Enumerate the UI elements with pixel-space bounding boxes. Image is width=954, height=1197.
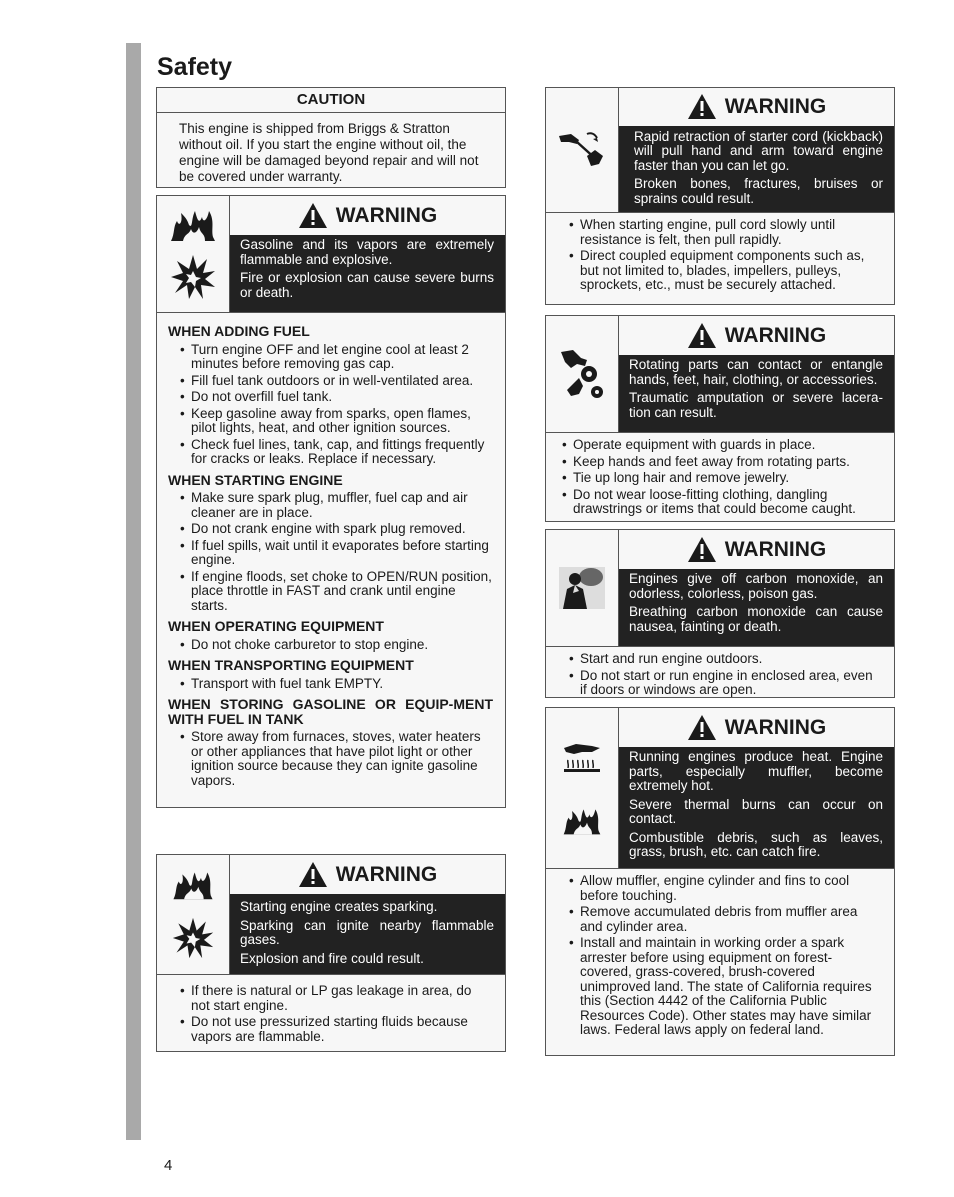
rotating-warning-icons bbox=[546, 316, 619, 432]
storing-gasoline-list bbox=[168, 730, 493, 788]
spark-hazard-line: Explosion and fire could result. bbox=[240, 950, 424, 966]
kickback-warning-box bbox=[545, 87, 895, 305]
list-item: • Do not crank engine with spark plug removed. bbox=[191, 522, 493, 537]
list-item: • Direct coupled equipment components such as, but not limited to, blades, impellers, pulleys, sprockets, etc., must be securely attached. bbox=[580, 249, 882, 293]
spark-hazard-panel bbox=[230, 894, 505, 974]
fuel-warning-title: WARNING bbox=[335, 203, 438, 227]
kickback-icon bbox=[557, 130, 607, 170]
rotating-hazard-line: Rotating parts can contact or entangle hands, feet, hair, clothing, or accessories. bbox=[629, 357, 883, 387]
list-item: • Operate equipment with guards in place. bbox=[573, 438, 882, 453]
spark-hazard-line: Starting engine creates sparking. bbox=[240, 899, 438, 914]
heat-warning-box bbox=[545, 707, 895, 1056]
transporting-equipment-list bbox=[168, 677, 493, 692]
fuel-hazard-line: Fire or explosion can cause severe burns or death. bbox=[240, 270, 494, 300]
heat-warning-header bbox=[619, 708, 894, 747]
kickback-hazard-line: Broken bones, fractures, bruises or sprains could result. bbox=[634, 176, 883, 206]
fire-icon bbox=[171, 869, 215, 901]
list-item: • Keep hands and feet away from rotating parts. bbox=[573, 455, 882, 470]
list-item: • Allow muffler, engine cylinder and fins to cool before touching. bbox=[580, 874, 882, 903]
section-heading-transporting-equipment: WHEN TRANSPORTING EQUIPMENT bbox=[168, 657, 414, 673]
co-warning-icons bbox=[546, 530, 619, 646]
kickback-warning-title: WARNING bbox=[724, 94, 827, 118]
kickback-warning-header bbox=[619, 88, 894, 126]
heat-warning-icons bbox=[546, 708, 619, 868]
spark-warning-box bbox=[156, 854, 506, 1052]
hot-surface-icon bbox=[562, 740, 602, 774]
list-item: • Keep gasoline away from sparks, open flames, pilot lights, heat, and other ignition sources. bbox=[191, 407, 493, 436]
rotating-hazard-panel bbox=[619, 355, 894, 432]
list-item: • Do not use pressurized starting fluids because vapors are flammable. bbox=[191, 1015, 493, 1044]
list-item: • Do not overfill fuel tank. bbox=[191, 390, 493, 405]
list-item: • Turn engine OFF and let engine cool at least 2 minutes before removing gas cap. bbox=[191, 343, 493, 372]
fuel-hazard-panel bbox=[230, 235, 505, 312]
co-hazard-line: Breathing carbon monoxide can cause nausea, fainting or death. bbox=[629, 604, 883, 634]
section-heading-starting-engine: WHEN STARTING ENGINE bbox=[168, 471, 343, 488]
section-heading-operating-equipment: WHEN OPERATING EQUIPMENT bbox=[168, 618, 384, 634]
heat-hazard-line: Running engines produce heat. Engine parts, especially muffler, become extremely hot. bbox=[629, 749, 883, 793]
rotating-warning-title: WARNING bbox=[724, 323, 827, 347]
operating-equipment-list bbox=[168, 638, 493, 653]
caution-header: CAUTION bbox=[157, 88, 505, 113]
kickback-list bbox=[557, 218, 882, 293]
carbon-monoxide-icon bbox=[557, 565, 607, 611]
sidebar-bar bbox=[126, 43, 141, 1140]
warning-triangle-icon bbox=[687, 93, 717, 120]
rotating-list bbox=[557, 438, 882, 517]
list-item: • Store away from furnaces, stoves, water heaters or other appliances that have pilot light or other ignition source because they can ignite gasoline vapors. bbox=[191, 730, 493, 788]
fuel-warning-icons bbox=[157, 196, 230, 312]
warning-triangle-icon bbox=[687, 536, 717, 563]
heat-list bbox=[557, 874, 882, 1038]
warning-triangle-icon bbox=[298, 202, 328, 229]
warning-triangle-icon bbox=[298, 861, 328, 888]
list-item: • When starting engine, pull cord slowly until resistance is felt, then pull rapidly. bbox=[580, 218, 882, 247]
kickback-hazard-panel bbox=[619, 126, 894, 213]
warning-triangle-icon bbox=[687, 322, 717, 349]
explosion-icon bbox=[171, 916, 215, 960]
fuel-warning-box bbox=[156, 195, 506, 808]
page-title: Safety bbox=[157, 53, 233, 81]
fire-icon bbox=[562, 806, 602, 836]
list-item: • If engine floods, set choke to OPEN/RUN position, place throttle in FAST and crank until engine starts. bbox=[191, 570, 493, 614]
starting-engine-list bbox=[168, 491, 493, 613]
kickback-warning-icons bbox=[546, 88, 619, 212]
list-item: • If fuel spills, wait until it evaporates before starting engine. bbox=[191, 539, 493, 568]
list-item: • Do not choke carburetor to stop engine. bbox=[191, 638, 493, 653]
fire-icon bbox=[169, 207, 217, 243]
list-item: • Do not wear loose-fitting clothing, dangling drawstrings or items that could become caught. bbox=[573, 488, 882, 517]
page-number: 4 bbox=[164, 1157, 173, 1174]
rotating-hazard-line: Traumatic amputation or severe lacera-tion can result. bbox=[629, 390, 883, 420]
caution-text: This engine is shipped from Briggs & Stratton without oil. If you start the engine without oil, the engine will be damaged beyond repair and will not be covered under warranty. bbox=[179, 121, 479, 184]
list-item: • Tie up long hair and remove jewelry. bbox=[573, 471, 882, 486]
fuel-hazard-line: Gasoline and its vapors are extremely flammable and explosive. bbox=[240, 237, 494, 267]
list-item: • Do not start or run engine in enclosed area, even if doors or windows are open. bbox=[580, 669, 882, 698]
heat-hazard-panel bbox=[619, 747, 894, 868]
list-item: • Make sure spark plug, muffler, fuel cap and air cleaner are in place. bbox=[191, 491, 493, 520]
list-item: • Start and run engine outdoors. bbox=[580, 652, 882, 667]
heat-hazard-line: Severe thermal burns can occur on contact. bbox=[629, 796, 883, 826]
list-item: • If there is natural or LP gas leakage in area, do not start engine. bbox=[191, 984, 493, 1013]
caution-box bbox=[156, 87, 506, 188]
spark-list bbox=[168, 984, 493, 1044]
spark-hazard-line: Sparking can ignite nearby flammable gases. bbox=[240, 917, 494, 947]
entanglement-icon bbox=[557, 348, 607, 400]
co-hazard-line: Engines give off carbon monoxide, an odorless, colorless, poison gas. bbox=[629, 571, 883, 601]
co-warning-header bbox=[619, 530, 894, 569]
list-item: • Fill fuel tank outdoors or in well-ventilated area. bbox=[191, 374, 493, 389]
fuel-warning-header bbox=[230, 196, 505, 235]
list-item: • Transport with fuel tank EMPTY. bbox=[191, 677, 493, 692]
rotating-warning-header bbox=[619, 316, 894, 355]
warning-triangle-icon bbox=[687, 714, 717, 741]
section-heading-adding-fuel: WHEN ADDING FUEL bbox=[168, 323, 310, 339]
kickback-hazard-line: Rapid retraction of starter cord (kickback) will pull hand and arm toward engine faster than you can let go. bbox=[634, 128, 883, 173]
co-warning-title: WARNING bbox=[724, 537, 827, 561]
adding-fuel-list bbox=[168, 343, 493, 467]
section-heading-storing-gasoline: WHEN STORING GASOLINE OR EQUIP-MENT WITH FUEL IN TANK bbox=[168, 696, 493, 727]
co-hazard-panel bbox=[619, 569, 894, 646]
spark-warning-icons bbox=[157, 855, 230, 974]
heat-hazard-line: Combustible debris, such as leaves, grass, brush, etc. can catch fire. bbox=[629, 829, 883, 859]
heat-warning-title: WARNING bbox=[724, 715, 827, 739]
rotating-warning-box bbox=[545, 315, 895, 522]
spark-warning-title: WARNING bbox=[335, 862, 438, 886]
list-item: • Remove accumulated debris from muffler area and cylinder area. bbox=[580, 905, 882, 934]
list-item: • Check fuel lines, tank, cap, and fittings frequently for cracks or leaks. Replace if necessary. bbox=[191, 438, 493, 467]
co-warning-box bbox=[545, 529, 895, 698]
spark-warning-header bbox=[230, 855, 505, 894]
list-item: • Install and maintain in working order a spark arrester before using equipment on forest-covered, grass-covered, brush-covered unimproved land. The state of California requires this (Section 4442 of the California Public Resources Code). Other states may have similar laws. Federal laws apply on federal land. bbox=[580, 936, 882, 1038]
co-list bbox=[557, 652, 882, 698]
explosion-icon bbox=[169, 253, 217, 301]
